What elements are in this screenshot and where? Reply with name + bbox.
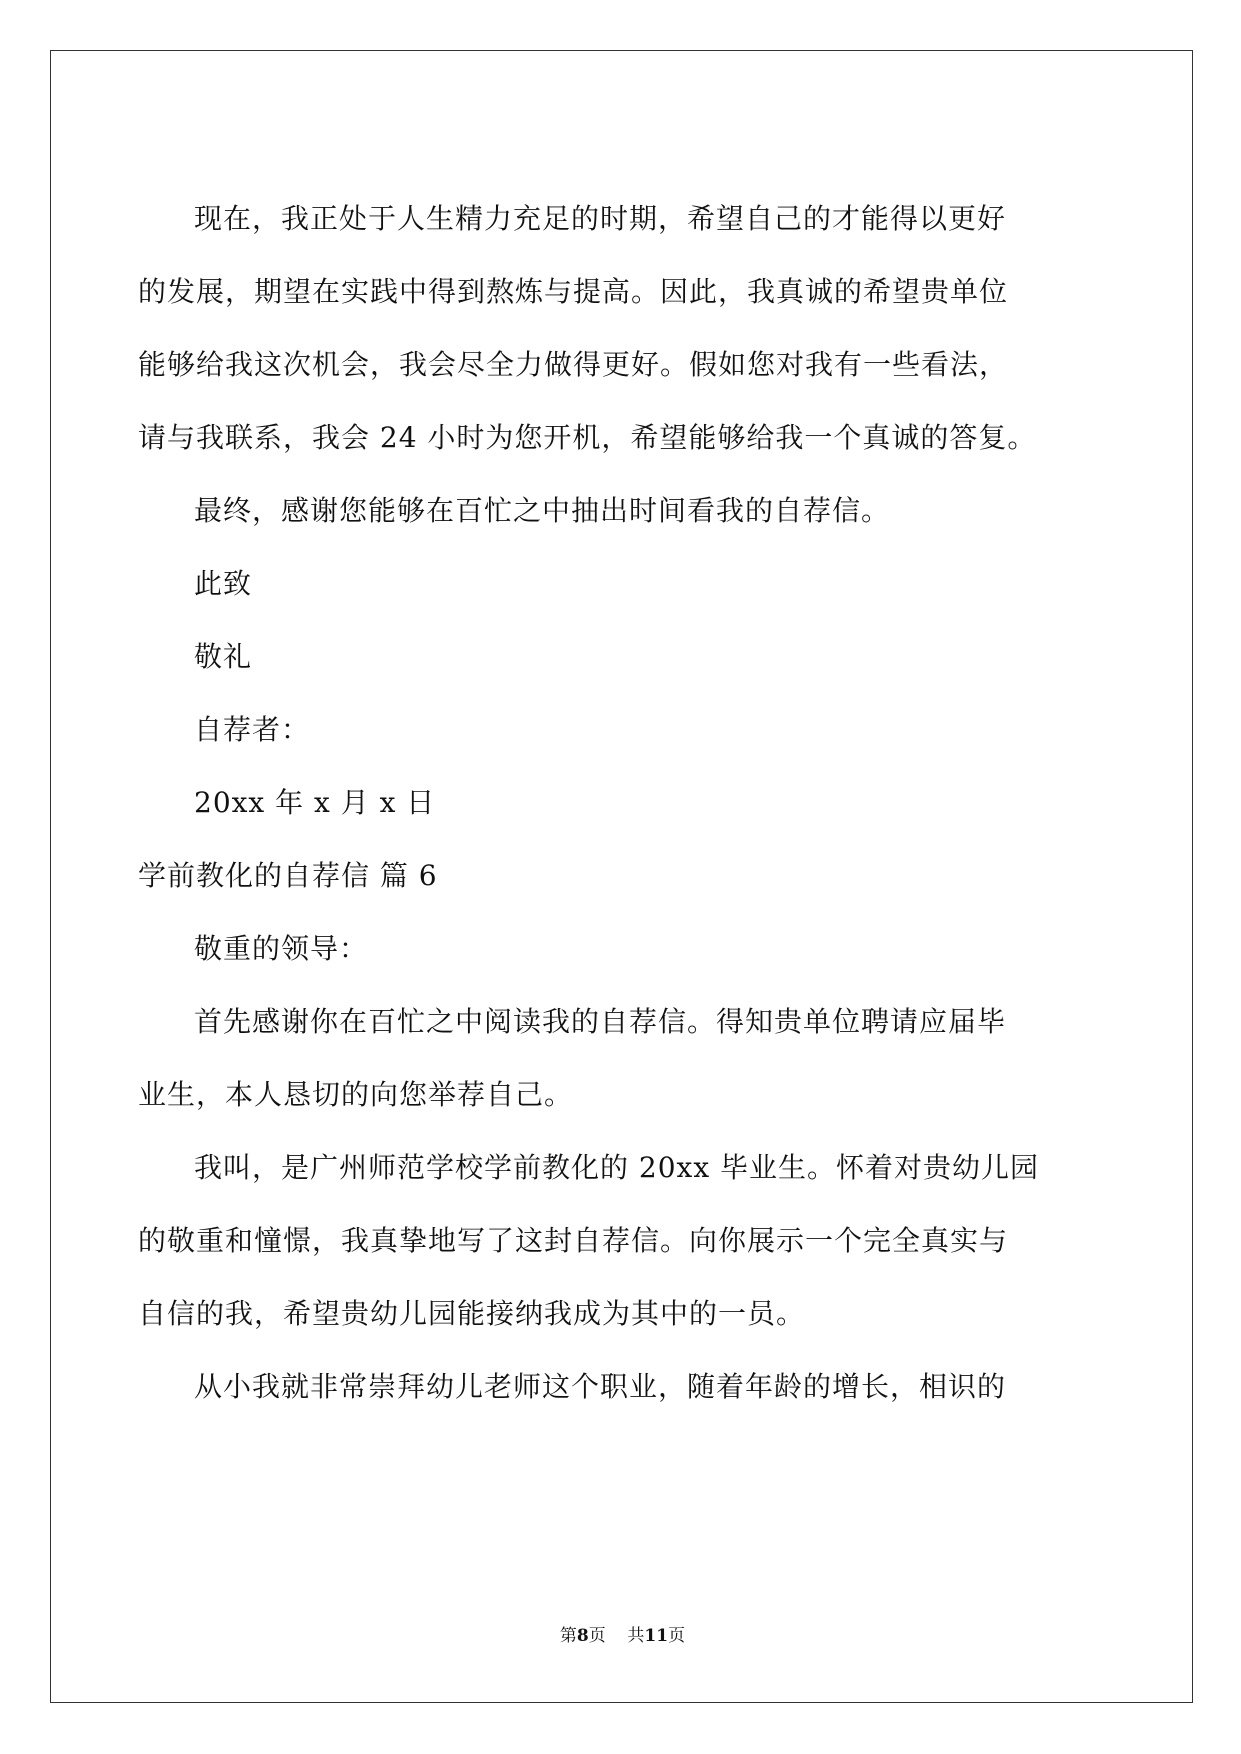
closing-paragraph: 最终，感谢您能够在百忙之中抽出时间看我的自荐信。 [194, 494, 891, 527]
body-line-10: 从小我就非常崇拜幼儿老师这个职业，随着年龄的增长，相识的 [194, 1370, 1007, 1403]
salutation-jingli: 敬礼 [194, 640, 253, 673]
footer-page-number: 8 [576, 1626, 589, 1646]
body-line-3: 能够给我这次机会，我会尽全力做得更好。假如您对我有一些看法， [138, 348, 1009, 381]
body-line-1: 现在，我正处于人生精力充足的时期，希望自己的才能得以更好 [194, 202, 1007, 235]
footer-prefix: 第 [559, 1626, 577, 1646]
salutation-cizhi: 此致 [194, 567, 253, 600]
footer-total-suffix: 页 [668, 1626, 686, 1646]
body-line-7: 我叫，是广州师范学校学前教化的 20xx 毕业生。怀着对贵幼儿园 [194, 1151, 1040, 1184]
page-footer [51, 1624, 1194, 1648]
body-line-4: 请与我联系，我会 24 小时为您开机，希望能够给我一个真诚的答复。 [138, 421, 1037, 454]
page-frame [50, 50, 1193, 1703]
section-heading: 学前教化的自荐信 篇 6 [138, 859, 438, 892]
letter-greeting: 敬重的领导： [194, 932, 369, 965]
footer-total-prefix: 共 [627, 1626, 645, 1646]
body-line-9: 自信的我，希望贵幼儿园能接纳我成为其中的一员。 [138, 1297, 806, 1330]
body-line-6: 业生，本人恳切的向您举荐自己。 [138, 1078, 574, 1111]
date-line: 20xx 年 x 月 x 日 [194, 786, 436, 819]
body-line-2: 的发展，期望在实践中得到熬炼与提高。因此，我真诚的希望贵单位 [138, 275, 1009, 308]
body-line-8: 的敬重和憧憬，我真挚地写了这封自荐信。向你展示一个完全真实与 [138, 1224, 1009, 1257]
body-line-5: 首先感谢你在百忙之中阅读我的自荐信。得知贵单位聘请应届毕 [194, 1005, 1007, 1038]
footer-total-pages: 11 [644, 1626, 669, 1646]
footer-page-suffix: 页 [588, 1626, 606, 1646]
signature-label: 自荐者： [194, 713, 311, 746]
